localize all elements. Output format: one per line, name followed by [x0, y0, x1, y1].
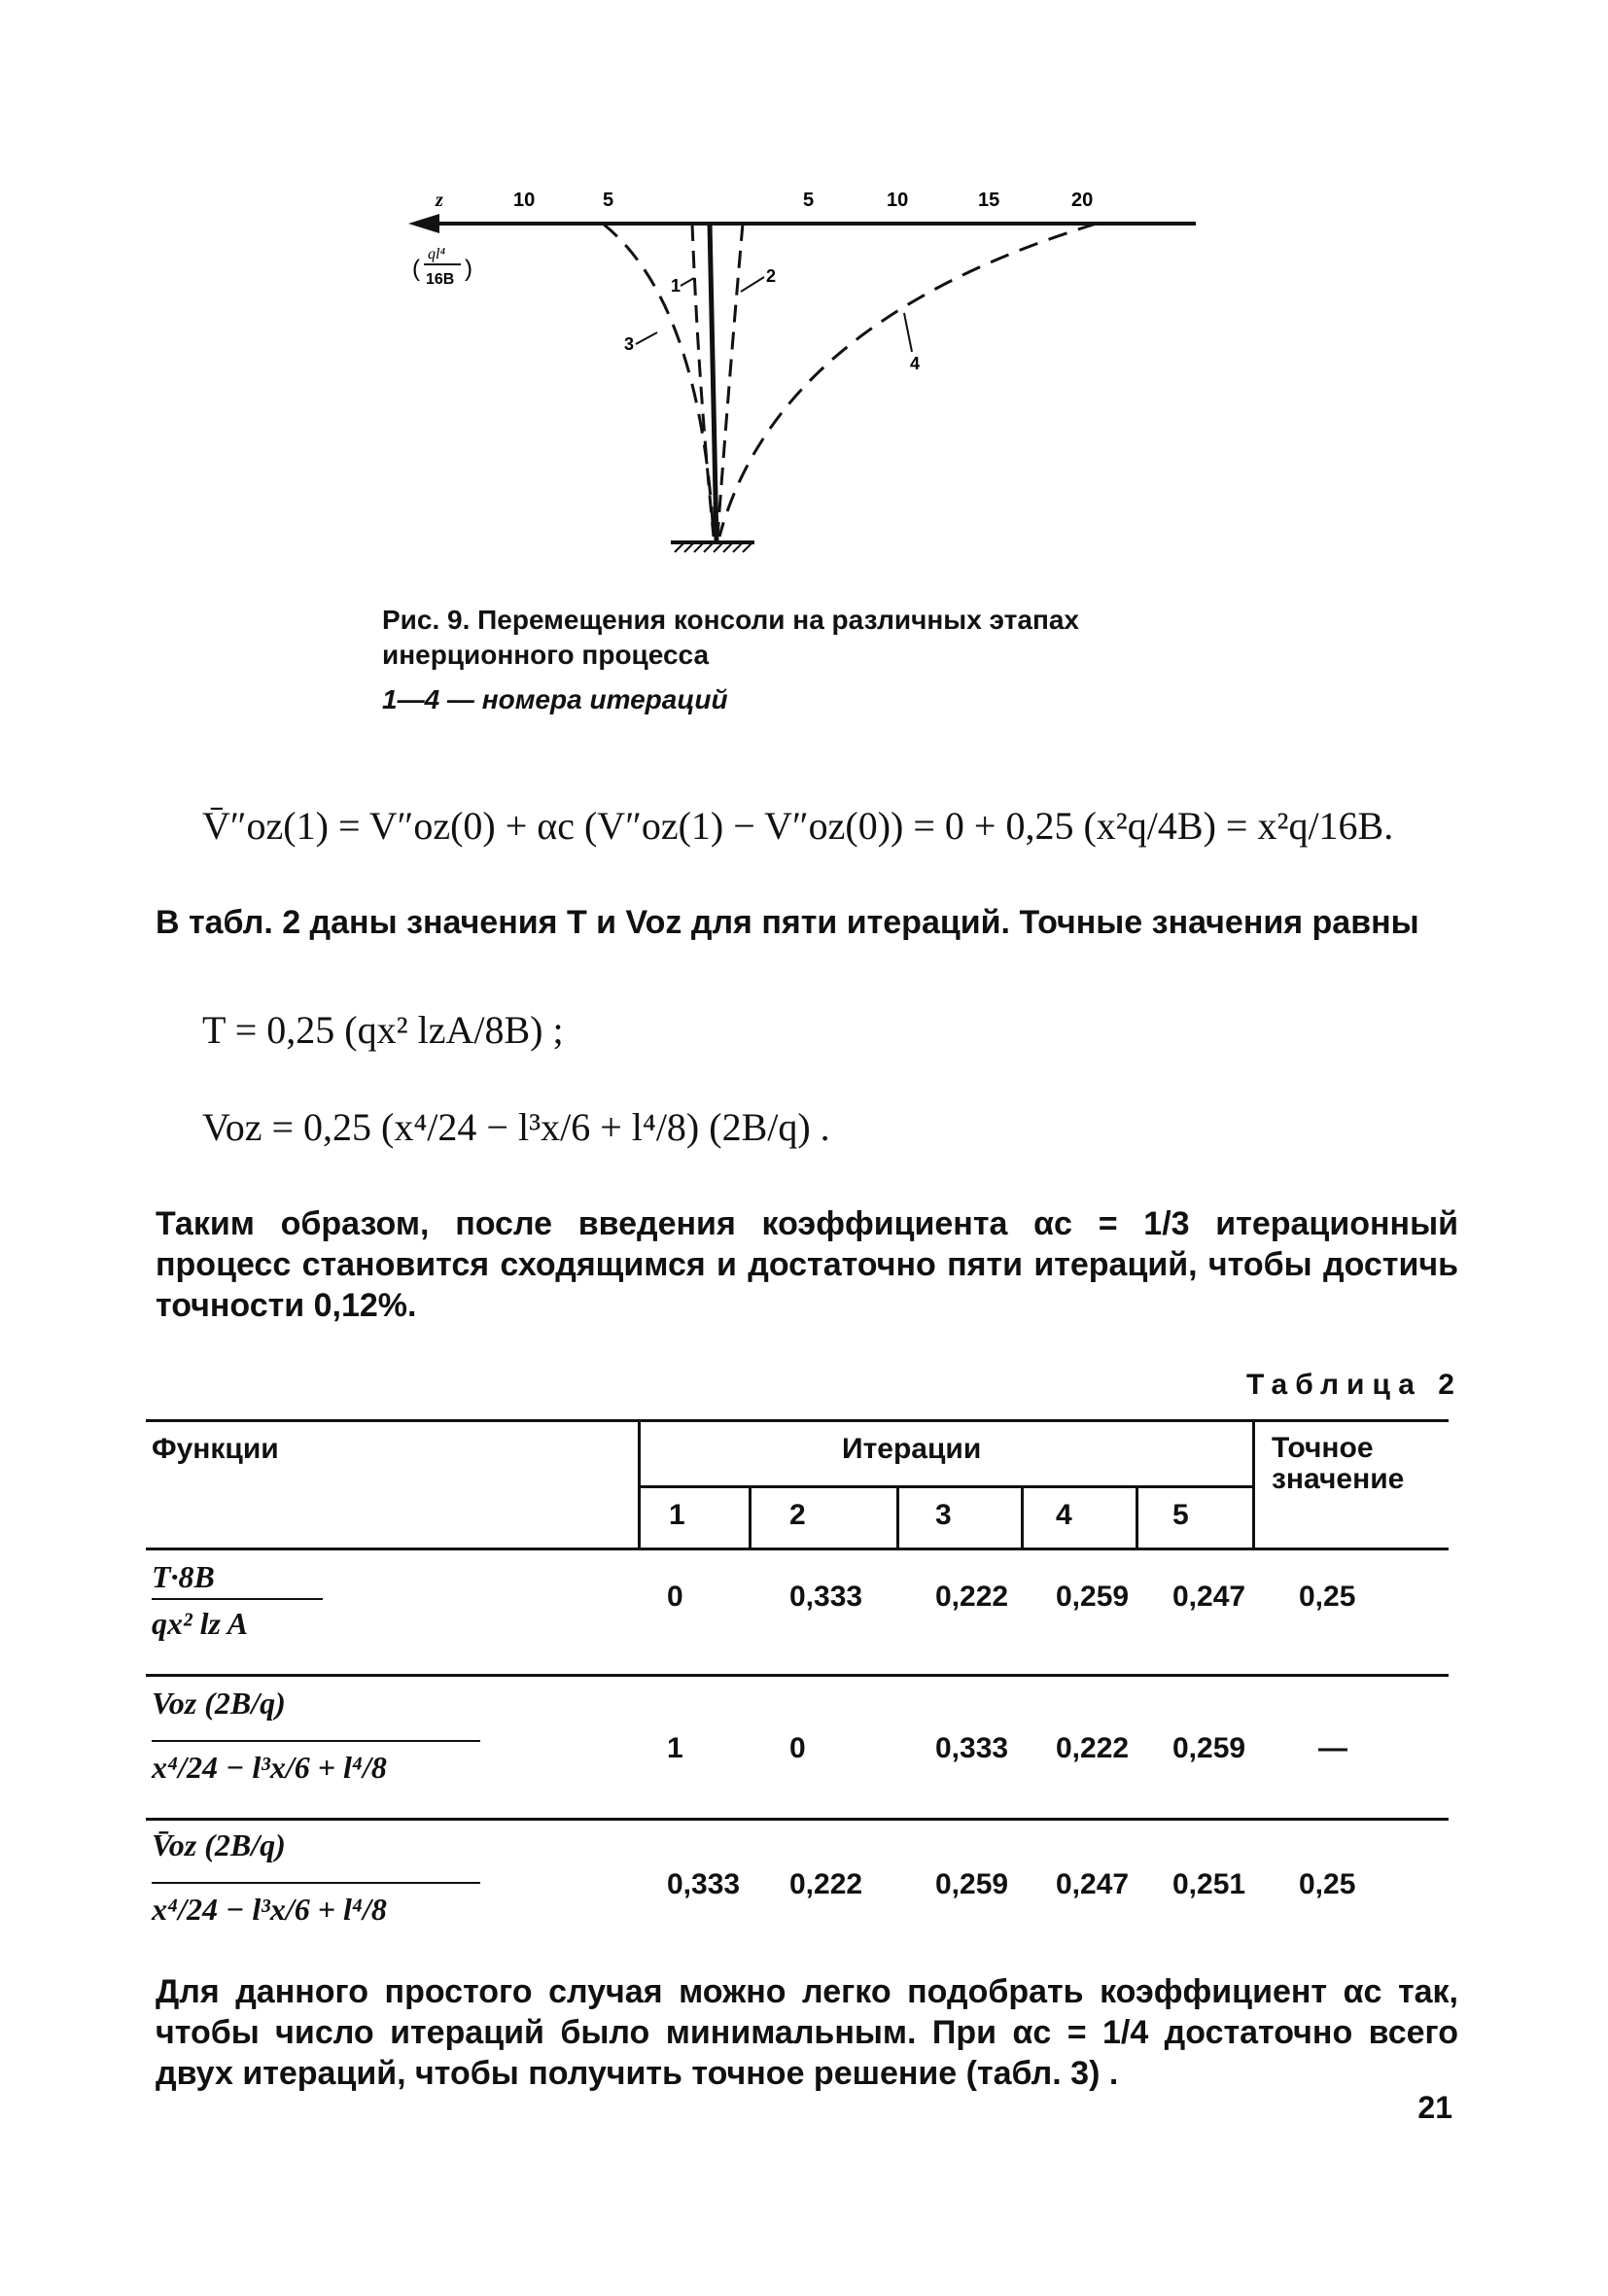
paragraph-table-intro: В табл. 2 даны значения T и Voz для пяти итераций. Точные значения равны — [156, 904, 1419, 941]
scale-numerator: ql⁴ — [428, 246, 446, 262]
tick-left-10: 10 — [513, 190, 536, 211]
row1-val-2: 0,333 — [789, 1581, 863, 1613]
caption-legend: 1—4 — номера итераций — [382, 684, 728, 714]
header-iter-4: 4 — [1056, 1499, 1072, 1531]
curve-2 — [717, 224, 743, 537]
row2-val-5: 0,259 — [1172, 1732, 1246, 1764]
formula-v-iteration: V̄″oz(1) = V″oz(0) + αc (V″oz(1) − V″oz(0)) = 0 + 0,25 (x²q/4B) = x²q/16B. — [202, 804, 1394, 848]
row1-val-1: 0 — [667, 1581, 683, 1613]
axis-label-z: z — [436, 190, 443, 211]
row1-val-4: 0,259 — [1056, 1581, 1130, 1613]
tick-right-10: 10 — [887, 190, 909, 211]
table-caption: Таблица 2 — [1245, 1369, 1462, 1401]
paragraph-convergence: Таким образом, после введения коэффициента αc = 1/3 итерационный процесс становится сходящимся и достаточно пяти итераций, чтобы достичь точности 0,12%. — [156, 1205, 1458, 1324]
figure-caption — [382, 603, 1079, 717]
header-exact: Точное значение — [1272, 1432, 1405, 1495]
header-functions: Функции — [152, 1433, 279, 1465]
formula-voz: Voz = 0,25 (x⁴/24 − l³x/6 + l⁴/8) (2B/q) . — [202, 1105, 830, 1149]
tick-right-5: 5 — [803, 190, 815, 211]
curve-label-1: 1 — [671, 276, 682, 296]
header-iter-5: 5 — [1172, 1499, 1189, 1531]
row1-fn-bottom: qx² lz A — [152, 1606, 249, 1641]
curve-label-2: 2 — [766, 266, 777, 286]
row3-val-2: 0,222 — [789, 1868, 863, 1900]
row1-val-5: 0,247 — [1172, 1581, 1246, 1613]
row3-fn-top: V̄oz (2B/q) — [152, 1827, 286, 1862]
row2-val-3: 0,333 — [935, 1732, 1009, 1764]
row3-val-3: 0,259 — [935, 1868, 1009, 1900]
row2-val-2: 0 — [789, 1732, 806, 1764]
tick-right-20: 20 — [1071, 190, 1094, 211]
paragraph-minimal-iterations: Для данного простого случая можно легко подобрать коэффициент αc так, чтобы число итераций было минимальным. При αc = 1/4 достаточно всего двух итераций, чтобы получить точное решение (табл. 3) . — [156, 1973, 1458, 2092]
row2-fn-bottom: x⁴/24 − l³x/6 + l⁴/8 — [152, 1750, 387, 1785]
header-iter-1: 1 — [669, 1499, 685, 1531]
row3-exact: 0,25 — [1299, 1868, 1356, 1900]
row1-fn-top: T·8B — [152, 1559, 215, 1594]
tick-right-15: 15 — [978, 190, 1000, 211]
header-iter-3: 3 — [935, 1499, 952, 1531]
header-iter-2: 2 — [789, 1499, 806, 1531]
row2-val-1: 1 — [667, 1732, 683, 1764]
row1-val-3: 0,222 — [935, 1581, 1009, 1613]
curve-label-4: 4 — [910, 354, 921, 373]
svg-text:): ) — [465, 256, 472, 282]
row2-fn-top: Voz (2B/q) — [152, 1686, 286, 1721]
row2-exact: — — [1318, 1732, 1347, 1764]
cantilever-displacement-figure — [389, 185, 1225, 574]
row3-val-1: 0,333 — [667, 1868, 741, 1900]
row3-val-4: 0,247 — [1056, 1868, 1130, 1900]
row1-exact: 0,25 — [1299, 1581, 1356, 1613]
row3-val-5: 0,251 — [1172, 1868, 1246, 1900]
scale-denominator: 16B — [426, 271, 455, 288]
formula-t: T = 0,25 (qx² lzA/8B) ; — [202, 1008, 564, 1052]
caption-line-2: инерционного процесса — [382, 640, 710, 670]
row3-fn-bottom: x⁴/24 − l³x/6 + l⁴/8 — [152, 1892, 387, 1927]
curve-4 — [719, 224, 1097, 537]
curve-3 — [603, 224, 714, 537]
curve-label-3: 3 — [624, 334, 635, 354]
caption-line-1: Рис. 9. Перемещения консоли на различных этапах — [382, 605, 1079, 635]
header-iterations: Итерации — [842, 1433, 982, 1465]
z-axis-arrow — [408, 214, 439, 233]
tick-left-5: 5 — [603, 190, 614, 211]
svg-text:(: ( — [412, 256, 420, 282]
page-number: 21 — [1417, 2090, 1452, 2125]
row2-val-4: 0,222 — [1056, 1732, 1130, 1764]
